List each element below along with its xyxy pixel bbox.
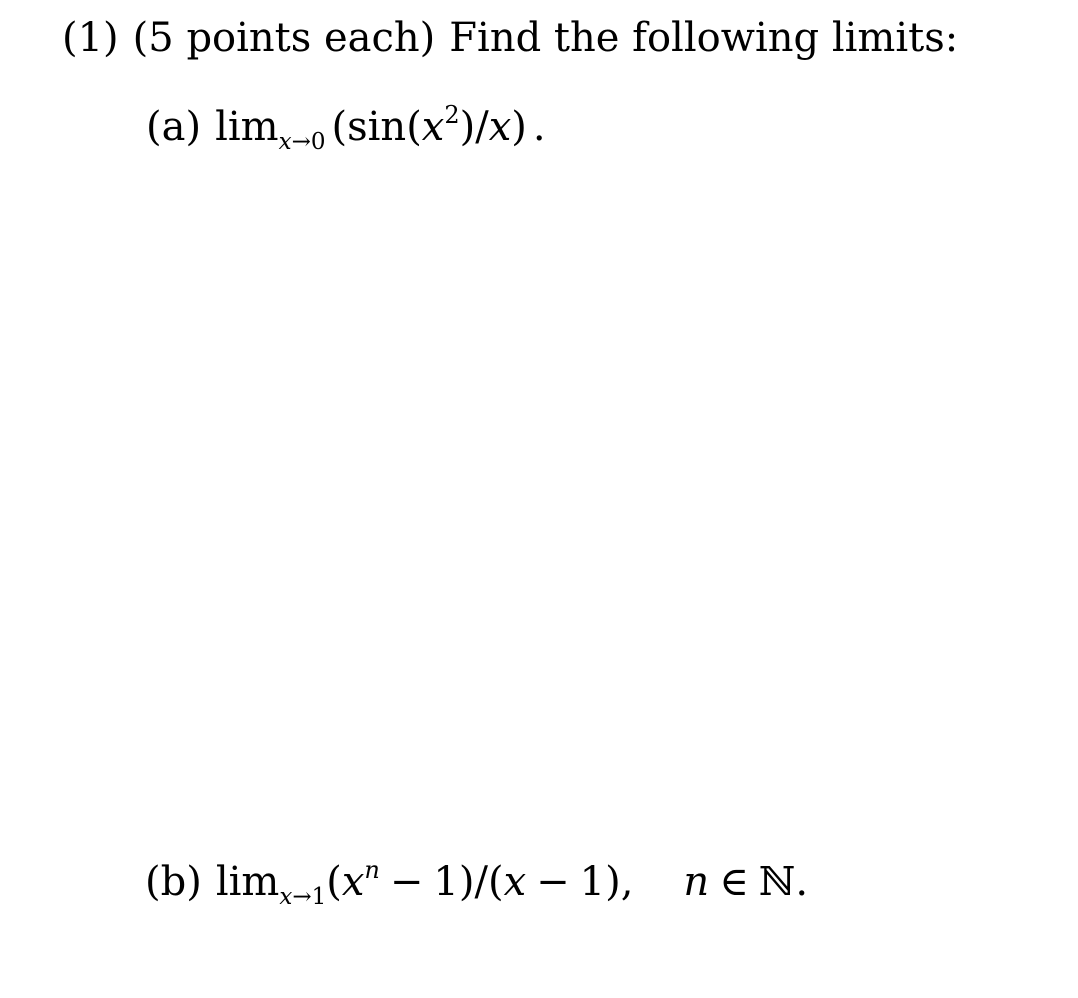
part-b-limit-subscript: x→1 xyxy=(279,884,327,910)
part-a xyxy=(146,103,546,154)
part-b xyxy=(145,858,808,909)
part-b-expression: $\lim_{x\to 1}(x^n - 1)/(x - 1)$, n ∈ ℕ. xyxy=(215,856,809,910)
part-a-expression: $\lim_{x\to 0} (\sin(x^2)/x)$ . xyxy=(215,101,546,155)
part-a-label: (a) xyxy=(146,104,202,150)
part-b-label: (b) xyxy=(145,859,202,905)
points-note: (5 points each) xyxy=(132,15,436,61)
problem-heading xyxy=(62,15,959,61)
problem-number: (1) xyxy=(62,15,119,61)
problem-instruction: Find the following limits: xyxy=(449,15,959,61)
part-a-limit-subscript: x→0 xyxy=(278,129,326,155)
